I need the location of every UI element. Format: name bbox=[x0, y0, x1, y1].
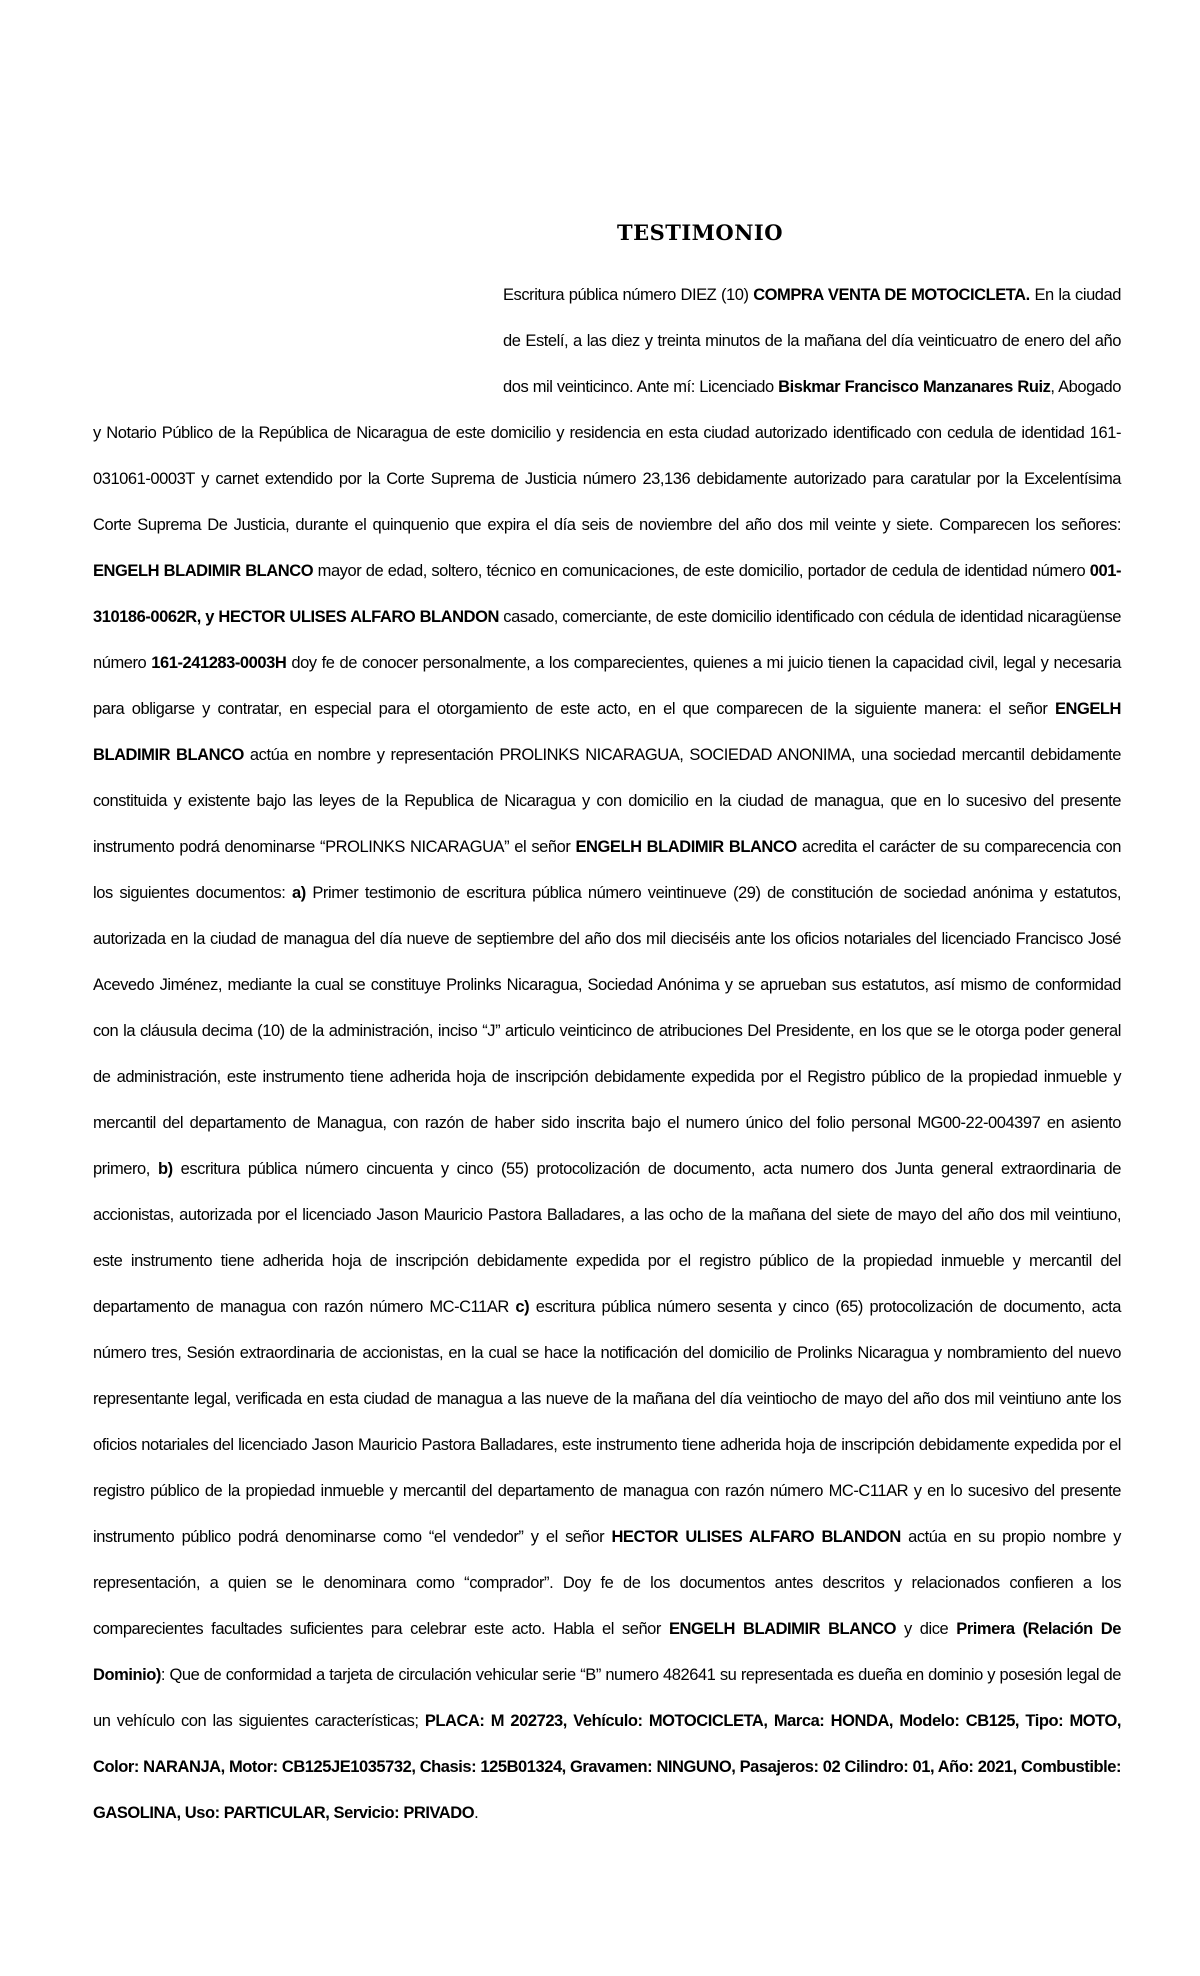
text-segment: Escritura pública número DIEZ (10) bbox=[503, 286, 754, 304]
bold-text-segment: ENGELH BLADIMIR BLANCO bbox=[668, 1620, 896, 1638]
text-segment: escritura pública número cincuenta y cinco (55) protocolización de documento, acta numero dos Junta general extraordinaria de accionistas, autorizada por el licenciado Jason Mauricio Pastora Balladares, a las ocho de la mañana del siete de mayo del año dos mil veintiuno, este instrumento tiene adherida hoja de inscripción debidamente expedida por el registro público de la propiedad inmueble y mercantil del departamento de managua con razón número MC-C11AR bbox=[93, 1160, 1121, 1316]
bold-text-segment: ENGELH BLADIMIR BLANCO bbox=[575, 838, 797, 856]
text-segment: casado, comerciante, de este domicilio identificado con cédula de identidad nicaragüense número bbox=[93, 608, 1121, 672]
bold-text-segment: ENGELH BLADIMIR BLANCO bbox=[93, 562, 314, 580]
text-segment: y dice bbox=[895, 1620, 957, 1638]
bold-text-segment: ENGELH BLADIMIR BLANCO bbox=[93, 700, 1121, 764]
bold-text-segment: PLACA: M 202723, Vehículo: MOTOCICLETA, Marca: HONDA, Modelo: CB125, Tipo: MOTO, Color: NARANJA, Motor: CB125JE1035732, Chasis: 125B01324, Gravamen: NINGUNO, Pasajeros: 02 Cilindro: 01, Año: 2021, Combustible: GASOLINA, Uso: PARTICULAR, Servicio: PRIVADO bbox=[93, 1712, 1122, 1822]
text-segment: actúa en nombre y representación PROLINKS NICARAGUA, SOCIEDAD ANONIMA, una sociedad mercantil debidamente constituida y existente bajo las leyes de la Republica de Nicaragua y con domicilio en la ciudad de managua, que en lo sucesivo del presente instrumento podrá denominarse “PROLINKS NICARAGUA” el señor bbox=[93, 746, 1121, 856]
document-body bbox=[93, 272, 1121, 1836]
bold-text-segment: c) bbox=[515, 1298, 530, 1316]
text-segment: mayor de edad, soltero, técnico en comunicaciones, de este domicilio, portador de cedula de identidad número bbox=[313, 562, 1090, 580]
indent-spacer bbox=[93, 272, 503, 410]
text-segment: escritura pública número sesenta y cinco (65) protocolización de documento, acta número tres, Sesión extraordinaria de accionistas, en la cual se hace la notificación del domicilio de Prolinks Nicaragua y nombramiento del nuevo representante legal, verificada en esta ciudad de managua a las nueve de la mañana del día veintiocho de mayo del año dos mil veintiuno ante los oficios notariales del licenciado Jason Mauricio Pastora Balladares, este instrumento tiene adherida hoja de inscripción debidamente expedida por el registro público de la propiedad inmueble y mercantil del departamento de managua con razón número MC-C11AR y en lo sucesivo del presente instrumento público podrá denominarse como “el vendedor” y el señor bbox=[93, 1298, 1121, 1546]
text-segment: En la ciudad de Estelí, a las diez y treinta minutos de la mañana del día veinticuatro de enero del año dos mil veinticinco. Ante mí: Licenciado bbox=[503, 286, 1121, 396]
bold-text-segment: a) bbox=[291, 884, 306, 902]
text-segment: actúa en su propio nombre y representación, a quien se le denominara como “comprador”. Doy fe de los documentos antes descritos y relacionados confieren a los comparecientes facultades suficientes para celebrar este acto. Habla el señor bbox=[93, 1528, 1121, 1638]
text-segment: : Que de conformidad a tarjeta de circulación vehicular serie “B” numero 482641 su representada es dueña en dominio y posesión legal de un vehículo con las siguientes características; bbox=[93, 1666, 1121, 1730]
bold-text-segment: HECTOR ULISES ALFARO BLANDON bbox=[611, 1528, 901, 1546]
bold-text-segment: COMPRA VENTA DE MOTOCICLETA. bbox=[753, 286, 1030, 304]
body-paragraph bbox=[93, 286, 1121, 1822]
text-segment: . bbox=[474, 1804, 479, 1822]
bold-text-segment: Primera (Relación De Dominio) bbox=[93, 1620, 1121, 1684]
bold-text-segment: b) bbox=[157, 1160, 173, 1178]
document-title: TESTIMONIO bbox=[616, 220, 784, 245]
text-segment: , Abogado y Notario Público de la República de Nicaragua de este domicilio y residencia en esta ciudad autorizado identificado con cedula de identidad 161-031061-0003T y carnet extendido por la Corte Suprema de Justicia número 23,136 debidamente autorizado para caratular por la Excelentísima Corte Suprema De Justicia, durante el quinquenio que expira el día seis de noviembre del año dos mil veinte y siete. Comparecen los señores: bbox=[93, 378, 1121, 534]
text-segment: acredita el carácter de su comparecencia con los siguientes documentos: bbox=[93, 838, 1121, 902]
text-segment: Primer testimonio de escritura pública número veintinueve (29) de constitución de sociedad anónima y estatutos, autorizada en la ciudad de managua del día nueve de septiembre del año dos mil dieciséis ante los oficios notariales del licenciado Francisco José Acevedo Jiménez, mediante la cual se constituye Prolinks Nicaragua, Sociedad Anónima y se aprueban sus estatutos, así mismo de conformidad con la cláusula decima (10) de la administración, inciso “J” articulo veinticinco de atribuciones Del Presidente, en los que se le otorga poder general de administración, este instrumento tiene adherida hoja de inscripción debidamente expedida por el Registro público de la propiedad inmueble y mercantil del departamento de Managua, con razón de haber sido inscrita bajo el numero único del folio personal MG00-22-004397 en asiento primero, bbox=[93, 884, 1122, 1178]
bold-text-segment: 001-310186-0062R, y HECTOR ULISES ALFARO BLANDON bbox=[93, 562, 1121, 626]
bold-text-segment: 161-241283-0003H bbox=[151, 654, 287, 672]
bold-text-segment: Biskmar Francisco Manzanares Ruiz bbox=[778, 378, 1051, 396]
text-segment: doy fe de conocer personalmente, a los comparecientes, quienes a mi juicio tienen la capacidad civil, legal y necesaria para obligarse y contratar, en especial para el otorgamiento de este acto, en el que comparecen de la siguiente manera: el señor bbox=[93, 654, 1121, 718]
